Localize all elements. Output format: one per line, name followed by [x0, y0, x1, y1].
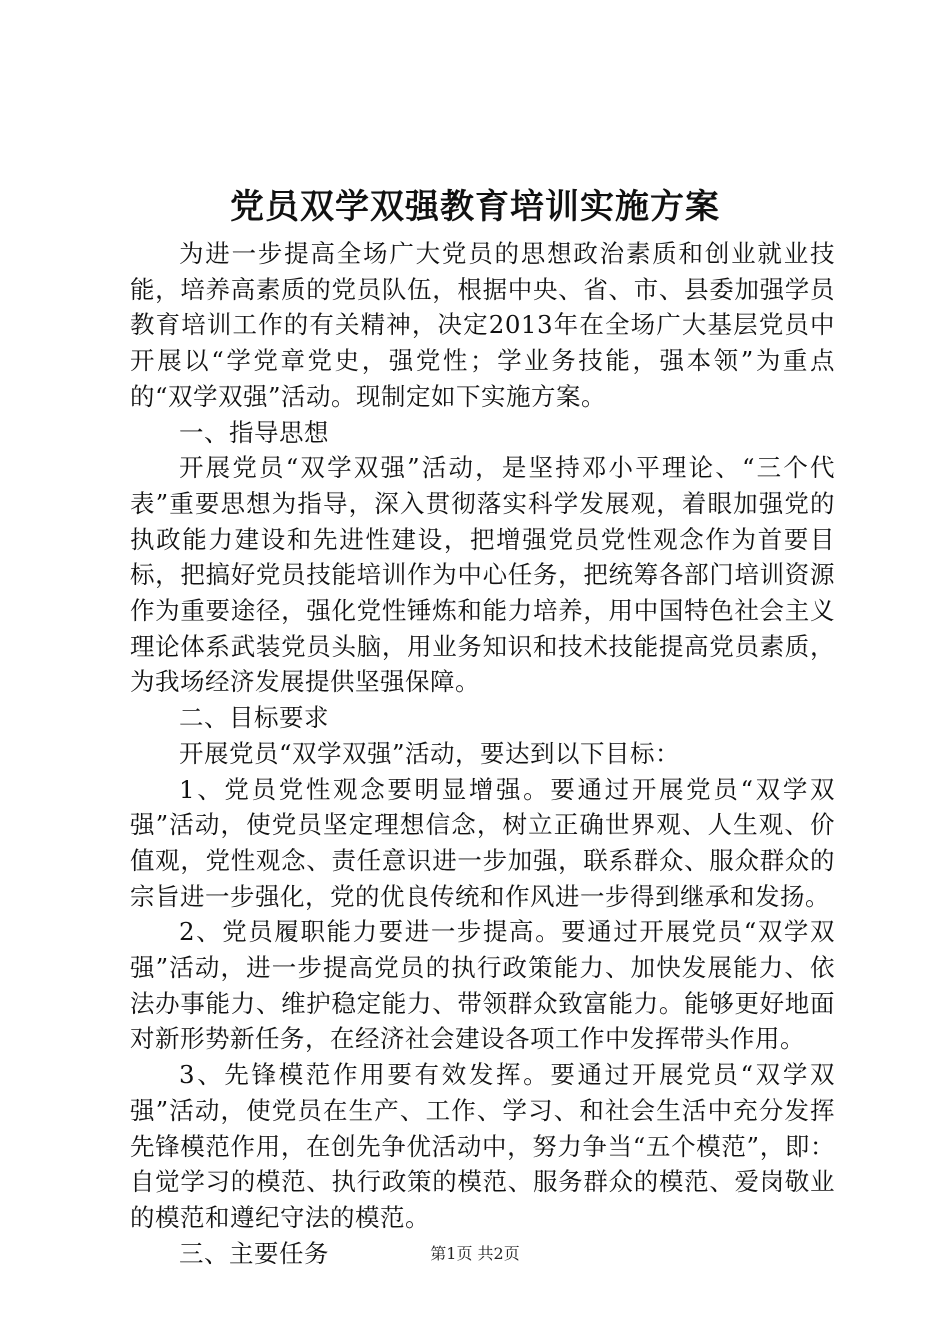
goal-item-1: 1、党员党性观念要明显增强。要通过开展党员“双学双强”活动，使党员坚定理想信念，树立正确世界观、人生观、价值观，党性观念、责任意识进一步加强，联系群众、服众群众的宗旨进一步强化，党的优良传统和作风进一步得到继承和发扬。: [130, 774, 835, 911]
page-footer: 第1页 共2页: [430, 1244, 520, 1263]
goals-intro-paragraph: 开展党员“双学双强”活动，要达到以下目标：: [179, 738, 681, 768]
goal-item-3: 3、先锋模范作用要有效发挥。要通过开展党员“双学双强”活动，使党员在生产、工作、学习、和社会生活中充分发挥先锋模范作用，在创先争优活动中，努力争当“五个模范”，即：自觉学习的模范、执行政策的模范、服务群众的模范、爱岗敬业的模范和遵纪守法的模范。: [130, 1060, 835, 1232]
document-title: 党员双学双强教育培训实施方案: [230, 187, 720, 227]
section-heading-main-tasks: 三、主要任务: [179, 1238, 329, 1268]
document-body: [130, 236, 835, 1271]
goal-item-2: 2、党员履职能力要进一步提高。要通过开展党员“双学双强”活动，进一步提高党员的执行政策能力、加快发展能力、依法办事能力、维护稳定能力、带领群众致富能力。能够更好地面对新形势新任务，在经济社会建设各项工作中发挥带头作用。: [130, 917, 835, 1054]
section-heading-guiding-thought: 一、指导思想: [179, 417, 329, 447]
intro-paragraph: 为进一步提高全场广大党员的思想政治素质和创业就业技能，培养高素质的党员队伍，根据中央、省、市、县委加强学员教育培训工作的有关精神，决定2013年在全场广大基层党员中开展以“学党章党史，强党性；学业务技能，强本领”为重点的“双学双强”活动。现制定如下实施方案。: [130, 239, 835, 411]
guiding-thought-paragraph: 开展党员“双学双强”活动，是坚持邓小平理论、“三个代表”重要思想为指导，深入贯彻落实科学发展观，着眼加强党的执政能力建设和先进性建设，把增强党员党性观念作为首要目标，把搞好党员技能培训作为中心任务，把统筹各部门培训资源作为重要途径，强化党性锤炼和能力培养，用中国特色社会主义理论体系武装党员头脑，用业务知识和技术技能提高党员素质，为我场经济发展提供坚强保障。: [130, 453, 835, 697]
section-heading-goals: 二、目标要求: [179, 703, 329, 733]
